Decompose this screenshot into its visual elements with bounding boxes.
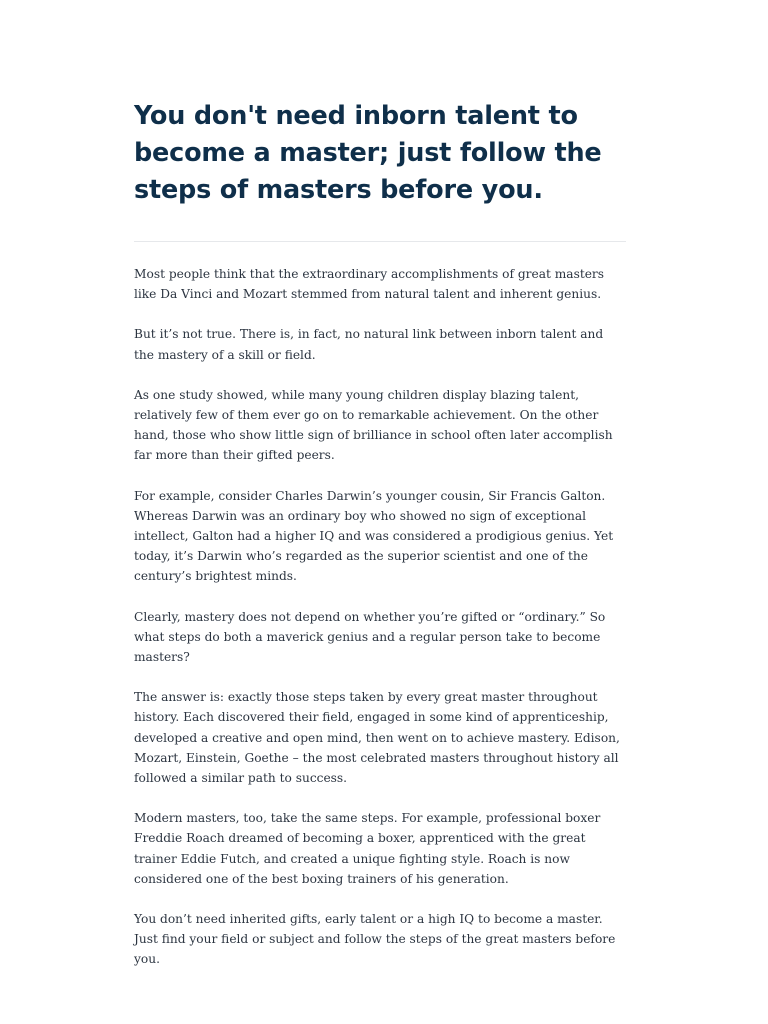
paragraph-5: Clearly, mastery does not depend on whether you’re gifted or “ordinary.” So what steps do both a maverick genius and a regular person take to become masters? <box>134 609 606 665</box>
paragraph-4: For example, consider Charles Darwin’s younger cousin, Sir Francis Galton. Whereas Darwin was an ordinary boy who showed no sign of exceptional intellect, Galton had a higher IQ and was considered a prodigious genius. Yet today, it’s Darwin who’s regarded as the superior scientist and one of the century’s brightest minds. <box>134 488 614 584</box>
paragraph-8: You don’t need inherited gifts, early talent or a high IQ to become a master. Just find your field or subject and follow the steps of the great masters before you. <box>134 912 616 967</box>
paragraph-7: Modern masters, too, take the same steps. For example, professional boxer Freddie Roach dreamed of becoming a boxer, apprenticed with the great trainer Eddie Futch, and created a unique fighting style. Roach is now considered one of the best boxing trainers of his generation. <box>134 811 601 886</box>
paragraph-2: But it’s not true. There is, in fact, no natural link between inborn talent and the mastery of a skill or field. <box>134 327 604 362</box>
paragraph-3: As one study showed, while many young children display blazing talent, relatively few of them ever go on to remarkable achievement. On the other hand, those who show little sign of brilliance in school often later accomplish far more than their gifted peers. <box>134 387 613 463</box>
paragraph-1: Most people think that the extraordinary accomplishments of great masters like Da Vinci and Mozart stemmed from natural talent and inherent genius. <box>134 267 605 302</box>
article-title: You don't need inborn talent to become a master; just follow the steps of masters before you. <box>134 101 602 205</box>
paragraph-6: The answer is: exactly those steps taken by every great master throughout history. Each discovered their field, engaged in some kind of apprenticeship, developed a creative and open mind, then went on to achieve mastery. Edison, Mozart, Einstein, Goethe – the most celebrated masters throughout history all followed a similar path to success. <box>134 690 620 786</box>
article-body <box>134 264 626 970</box>
title-divider <box>134 241 626 242</box>
article <box>134 98 626 990</box>
